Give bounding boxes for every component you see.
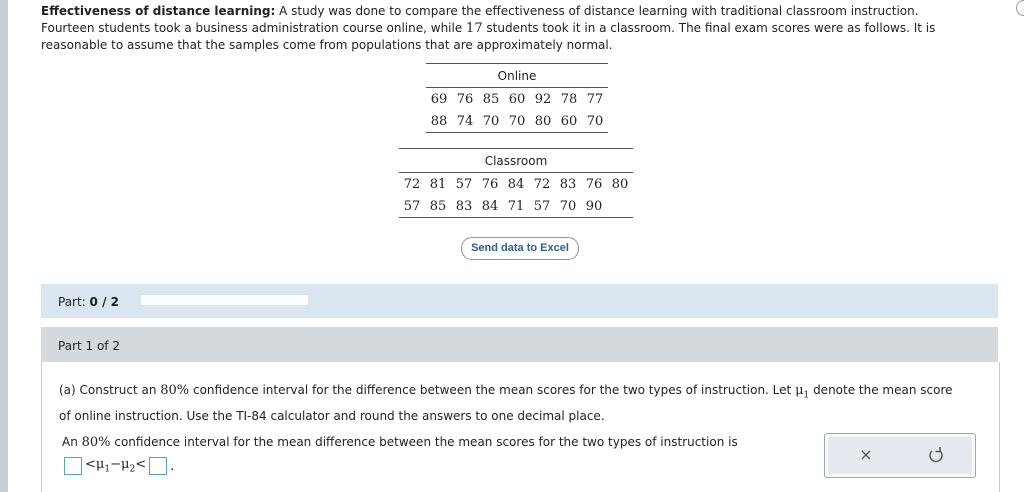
online-value: 60 [556, 110, 582, 133]
online-value: 92 [534, 91, 552, 107]
online-value: 74 [452, 110, 478, 133]
classroom-value: 76 [585, 176, 603, 192]
classroom-value: 84 [507, 176, 525, 192]
classroom-value: 80 [611, 176, 629, 192]
classroom-value: 85 [425, 195, 451, 218]
classroom-value: 81 [429, 176, 447, 192]
question-text: (a) Construct an 80% confidence interval for the difference between the mean scores for the two types of instruction. Let $\mu_1$ denote the mean score of online instruction. Use the TI-84 calculator and round the answers to one decimal place. [59, 383, 953, 424]
online-value: 70 [582, 110, 608, 133]
classroom-value: 83 [451, 195, 477, 218]
part-progress-bar [41, 284, 998, 318]
clear-icon[interactable]: × [859, 445, 873, 464]
interval-expression: $<\mu_1-\mu_2<$ [85, 457, 147, 475]
part-label: Part: 0 / 2 [58, 295, 119, 309]
classroom-value: 57 [455, 176, 473, 192]
classroom-value: 57 [399, 195, 425, 218]
lower-bound-input[interactable] [64, 457, 82, 475]
answer-instruction: An 80% confidence interval for the mean difference between the mean scores for the two types of instruction is [62, 435, 738, 450]
online-value: 85 [482, 91, 500, 107]
online-value: 69 [430, 91, 448, 107]
classroom-value: 72 [533, 176, 551, 192]
left-edge-stripe [0, 0, 8, 492]
classroom-count: 17 [466, 21, 483, 36]
part-1-header [41, 327, 998, 362]
undo-icon[interactable] [926, 445, 946, 465]
progress-track [141, 295, 308, 305]
online-value: 78 [560, 91, 578, 107]
problem-statement: Effectiveness of distance learning: A study was done to compare the effectiveness of distance learning with traditional classroom instruction. Fourteen students took a business administration course online, while 17 students took it in a classroom. The final exam scores were as follows. It is reasonable to assume that the samples come from populations that are approximately normal. [41, 4, 936, 52]
part-1-label: Part 1 of 2 [58, 339, 120, 353]
classroom-value: 57 [529, 195, 555, 218]
confidence-level: 80% [160, 383, 190, 398]
classroom-data-table [399, 148, 633, 218]
classroom-value: 76 [481, 176, 499, 192]
classroom-value: 72 [403, 176, 421, 192]
answer-tools-panel [824, 433, 976, 478]
online-value: 88 [426, 110, 452, 133]
period: . [170, 458, 175, 474]
online-value: 60 [508, 91, 526, 107]
classroom-value: 90 [581, 195, 607, 218]
upper-bound-input[interactable] [149, 457, 167, 475]
classroom-header: Classroom [399, 149, 633, 173]
classroom-value: 71 [503, 195, 529, 218]
online-data-table [426, 63, 608, 133]
online-value: 70 [478, 110, 504, 133]
help-circle-icon[interactable] [1016, 0, 1024, 16]
classroom-value: 70 [555, 195, 581, 218]
online-value: 77 [586, 91, 604, 107]
problem-text-2: students took it in a classroom. The final exam scores were as follows. It is reasonable to assume that the samples come from populations that are approximately normal. [41, 21, 936, 52]
classroom-value: 83 [559, 176, 577, 192]
online-value: 80 [530, 110, 556, 133]
part-score: 0 / 2 [89, 295, 119, 309]
online-header: Online [426, 64, 608, 88]
classroom-value: 84 [477, 195, 503, 218]
problem-title: Effectiveness of distance learning [41, 4, 271, 18]
tools-inner [828, 437, 972, 474]
problem-text-1: A study was done to compare the effectiveness of distance learning with traditional classroom instruction. Fourteen students took a business administration course online, while [41, 4, 919, 35]
online-value: 70 [504, 110, 530, 133]
send-to-excel-button[interactable]: Send data to Excel [461, 237, 579, 260]
online-value: 76 [456, 91, 474, 107]
interval-answer [64, 454, 177, 478]
